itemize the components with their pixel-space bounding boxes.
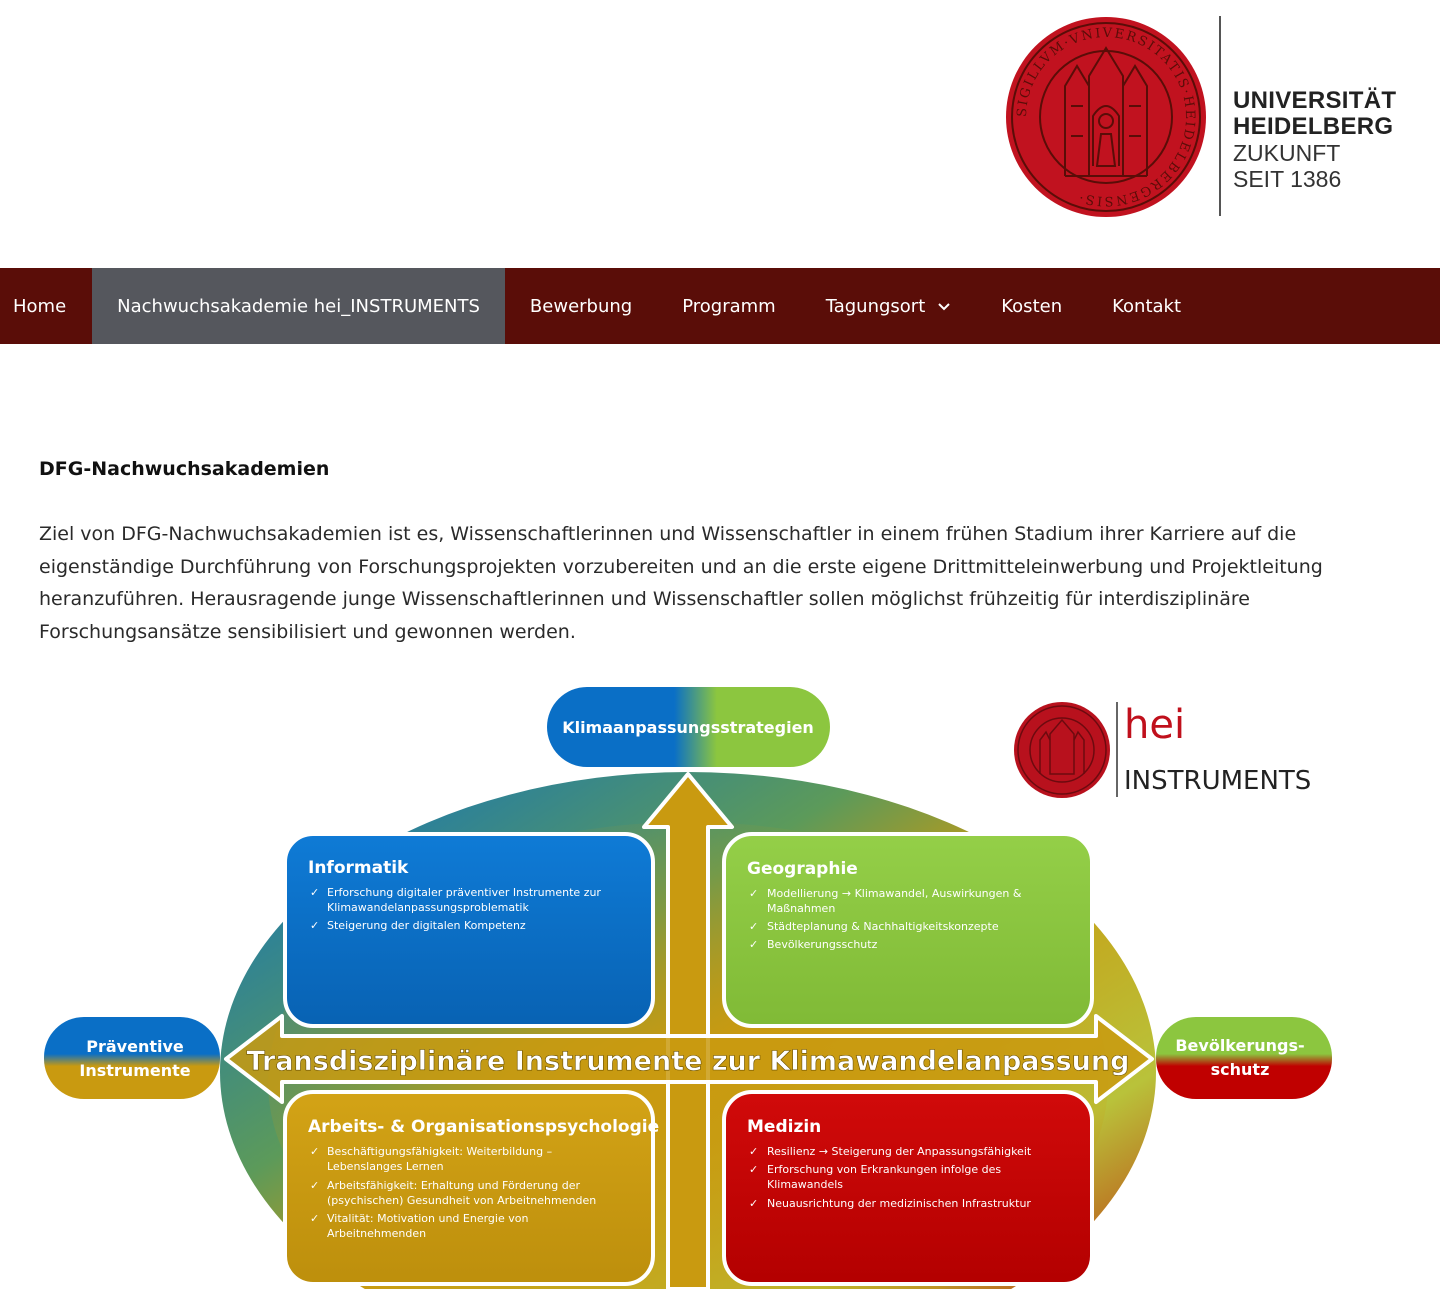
medizin-line-2: Erforschung von Erkrankungen infolge des <box>767 1163 1002 1176</box>
wordmark-seit: SEIT 1386 <box>1233 166 1342 192</box>
psychologie-check-2: ✓ <box>310 1179 320 1192</box>
nav-tagungsort-label: Tagungsort <box>825 295 926 317</box>
svg-text:SIGILLVM·VNIVERSITATIS·HEIDELB: SIGILLVM·VNIVERSITATIS·HEIDELBERGENSIS· <box>1014 25 1198 209</box>
pill-klimaanpassung-label: Klimaanpassungsstrategien <box>562 718 814 737</box>
psychologie-line-2: Lebenslanges Lernen <box>327 1160 444 1173</box>
nav-bewerbung-label: Bewerbung <box>529 295 633 317</box>
wordmark-universitaet: UNIVERSITÄT <box>1233 87 1397 114</box>
psychologie-line-1: Beschäftigungsfähigkeit: Weiterbildung – <box>327 1145 553 1158</box>
nav-programm-label: Programm <box>682 295 776 317</box>
pill-praeventive-line1: Präventive <box>86 1037 184 1056</box>
geographie-check-1: ✓ <box>749 887 759 900</box>
psychologie-line-6: Arbeitnehmenden <box>327 1227 427 1240</box>
chevron-down-icon <box>937 299 951 313</box>
psychologie-check-3: ✓ <box>310 1212 320 1225</box>
psychologie-title: Arbeits- & Organisationspsychologie <box>308 1117 660 1137</box>
geographie-check-3: ✓ <box>749 938 759 951</box>
center-title: Transdisziplinäre Instrumente zur Klimawandelanpassung <box>246 1046 1130 1077</box>
medizin-check-1: ✓ <box>749 1145 759 1158</box>
nav-kontakt[interactable] <box>1087 268 1206 344</box>
pill-bevoelkerung-line1: Bevölkerungs- <box>1175 1036 1305 1055</box>
nav-nachwuchsakademie-label: Nachwuchsakademie hei_INSTRUMENTS <box>117 295 480 317</box>
psychologie-line-5: Vitalität: Motivation und Energie von <box>327 1212 529 1225</box>
medizin-check-2: ✓ <box>749 1163 759 1176</box>
intro-paragraph: Ziel von DFG-Nachwuchsakademien ist es, Wissenschaftlerinnen und Wissenschaftler in einem frühen Stadium ihrer Karriere auf die eigenständige Durchführung von Forschungsprojekten vorzubereiten und an die erste eigene Drittmitteleinwerbung und Projektleitung heranzuführen. Herausragende junge Wissenschaftlerinnen und Wissenschaftler sollen möglichst frühzeitig für interdisziplinäre Forschungsansätze sensibilisiert und gewonnen werden. <box>39 523 1323 643</box>
nav-bewerbung[interactable] <box>505 268 657 344</box>
informatik-line-1: Erforschung digitaler präventiver Instrumente zur <box>327 886 601 899</box>
logo-instruments-text: INSTRUMENTS <box>1124 766 1312 796</box>
medizin-title: Medizin <box>747 1117 822 1137</box>
psychologie-check-1: ✓ <box>310 1145 320 1158</box>
geographie-title: Geographie <box>747 859 858 879</box>
informatik-title: Informatik <box>308 858 409 878</box>
site-header <box>0 0 1440 268</box>
medizin-line-3: Klimawandels <box>767 1178 844 1191</box>
hei-instruments-logo <box>1014 702 1311 798</box>
header-divider <box>1219 16 1221 216</box>
nav-home-label: Home <box>13 295 67 317</box>
wordmark-zukunft: ZUKUNFT <box>1233 140 1341 166</box>
nav-kontakt-label: Kontakt <box>1112 295 1182 317</box>
pill-praeventive-line2: Instrumente <box>79 1061 191 1080</box>
main-navigation <box>0 268 1440 344</box>
instruments-diagram <box>40 682 1340 1289</box>
diagram-svg <box>40 682 1340 1289</box>
logo-hei-text: hei <box>1124 702 1186 748</box>
pill-praeventive <box>44 1017 220 1099</box>
informatik-line-2: Klimawandelanpassungsproblematik <box>327 901 529 914</box>
pill-bevoelkerung <box>1156 1017 1332 1099</box>
geographie-line-1: Modellierung → Klimawandel, Auswirkungen & <box>767 887 1022 900</box>
geographie-check-2: ✓ <box>749 920 759 933</box>
geographie-line-4: Bevölkerungsschutz <box>767 938 878 951</box>
university-seal-logo[interactable] <box>1005 16 1207 218</box>
wordmark-heidelberg: HEIDELBERG <box>1233 113 1394 140</box>
nav-programm[interactable] <box>657 268 800 344</box>
informatik-line-3: Steigerung der digitalen Kompetenz <box>327 919 526 932</box>
geographie-line-3: Städteplanung & Nachhaltigkeitskonzepte <box>767 920 999 933</box>
psychologie-line-4: (psychischen) Gesundheit von Arbeitnehmenden <box>327 1194 597 1207</box>
nav-tagungsort[interactable] <box>801 268 977 344</box>
informatik-check-2: ✓ <box>310 919 320 932</box>
page-heading: DFG-Nachwuchsakademien <box>39 458 330 480</box>
informatik-check-1: ✓ <box>310 886 320 899</box>
nav-kosten[interactable] <box>976 268 1087 344</box>
medizin-check-3: ✓ <box>749 1197 759 1210</box>
medizin-line-4: Neuausrichtung der medizinischen Infrastruktur <box>767 1197 1031 1210</box>
nav-home[interactable] <box>0 268 92 344</box>
geographie-line-2: Maßnahmen <box>767 902 836 915</box>
university-wordmark[interactable] <box>1233 88 1396 192</box>
nav-kosten-label: Kosten <box>1001 295 1063 317</box>
nav-nachwuchsakademie[interactable] <box>92 268 505 344</box>
psychologie-line-3: Arbeitsfähigkeit: Erhaltung und Förderung der <box>327 1179 581 1192</box>
medizin-line-1: Resilienz → Steigerung der Anpassungsfähigkeit <box>767 1145 1032 1158</box>
pill-bevoelkerung-line2: schutz <box>1210 1060 1270 1079</box>
